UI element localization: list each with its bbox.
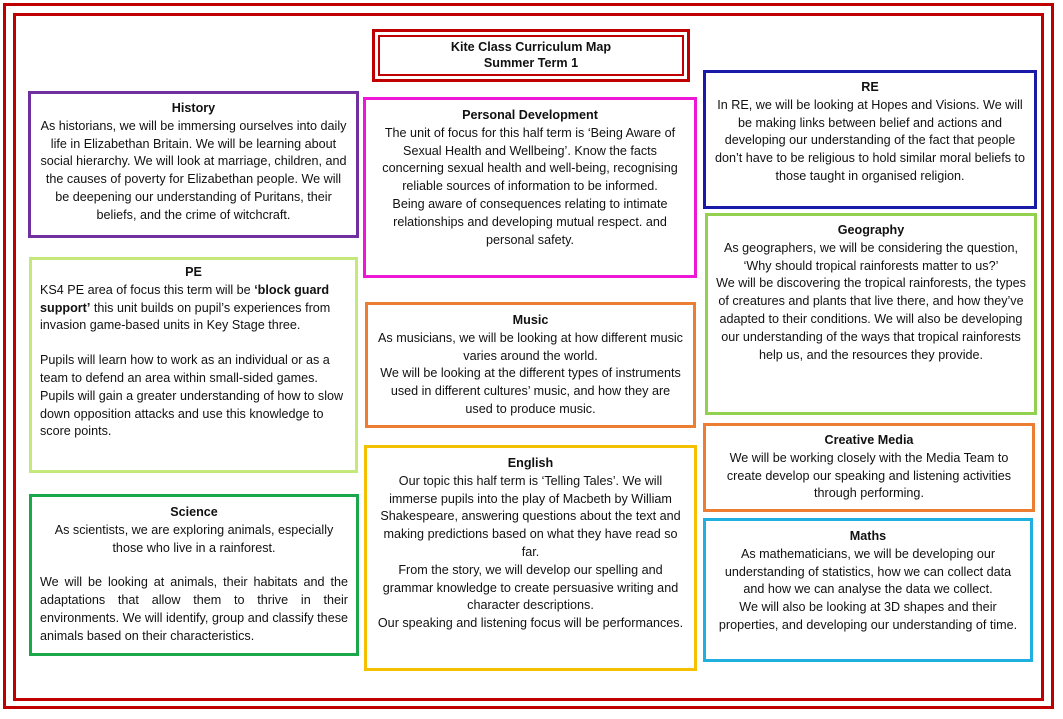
maths-paragraph-1: As mathematicians, we will be developing our understanding of statistics, how we can collect data and how we can analyse the data we collect. xyxy=(724,546,1012,597)
pe-text-pre: KS4 PE area of focus this term will be xyxy=(40,282,255,297)
personal-development-title: Personal Development xyxy=(462,108,598,122)
personal-development-line-1: The unit of focus for this half term is ‘Being Aware of Sexual Health and Wellbeing’. Know the facts concerning sexual health and well-being, recognising xyxy=(382,125,678,176)
history-title: History xyxy=(171,101,216,115)
maths-paragraph-2: We will also be looking at 3D shapes and their properties, and developing our understanding of time. xyxy=(718,600,1018,632)
personal-development-box xyxy=(363,97,697,278)
science-paragraph-1: As scientists, we are exploring animals, especially those who live in a rainforest. xyxy=(54,522,334,555)
english-title: English xyxy=(507,456,554,470)
pe-text-bold: ‘block guard support’ xyxy=(40,282,330,315)
science-title: Science xyxy=(170,505,218,519)
re-title: RE xyxy=(861,80,879,94)
english-paragraph-1: Our topic this half term is ‘Telling Tales’. We will immerse pupils into the play of Macbeth by William Shakespeare, answering questions about the text and making predictions based on what they have read so far. xyxy=(380,473,681,559)
history-box xyxy=(28,91,359,238)
re-text: In RE, we will be looking at Hopes and Visions. We will be making links between belief and actions and developing our understanding of the fact that people don’t have to be religious to hold similar moral beliefs to those taught in organised religion. xyxy=(714,97,1026,183)
music-paragraph-1: As musicians, we will be looking at how different music varies around the world. xyxy=(378,330,683,363)
pe-text-post: this unit builds on pupil’s experiences from invasion game-based units in Key Stage three. xyxy=(40,300,331,333)
science-box xyxy=(29,494,359,656)
maths-box xyxy=(703,518,1033,662)
music-paragraph-2: We will be looking at the different types of instruments used in different cultures’ music, and how they are used to produce music. xyxy=(380,366,681,416)
music-title: Music xyxy=(512,313,549,327)
english-paragraph-3: Our speaking and listening focus will be performances. xyxy=(377,616,684,631)
history-text: As historians, we will be immersing ourselves into daily life in Elizabethan Britain. We will be learning about social hierarchy. We will look at marriage, children, and the causes of poverty for Elizabethan people. We will be deepening our understanding of Puritans, their beliefs, and the crime of witchcraft. xyxy=(40,118,347,222)
geography-paragraph-1: As geographers, we will be considering the question, ‘Why should tropical rainforests matter to us?’ xyxy=(723,240,1019,273)
geography-paragraph-2: We will be discovering the tropical rainforests, the types of creatures and plants that live there, and how they’ve adapted to their conditions. We will also be developing our understanding of the ways that tropical rainforests help us, and the resources they provide. xyxy=(716,276,1026,362)
pe-title: PE xyxy=(185,265,202,279)
english-box xyxy=(364,445,697,671)
english-paragraph-2: From the story, we will develop our spelling and grammar knowledge to create persuasive writing and character descriptions. xyxy=(382,562,679,613)
creative-media-box xyxy=(703,423,1035,512)
title-line-1: Kite Class Curriculum Map xyxy=(450,40,612,54)
music-box xyxy=(365,302,696,428)
re-box xyxy=(703,70,1037,209)
personal-development-line-3: Being aware of consequences relating to intimate relationships and developing mutual respect. and personal safety. xyxy=(392,196,668,247)
geography-box xyxy=(705,213,1037,415)
personal-development-line-2: reliable sources of information to be informed. xyxy=(402,179,658,194)
title-line-2: Summer Term 1 xyxy=(483,56,579,70)
geography-title: Geography xyxy=(837,223,905,237)
creative-media-text: We will be working closely with the Media Team to create develop our speaking and listening activities through performing. xyxy=(726,450,1012,501)
page-title xyxy=(378,35,684,76)
creative-media-title: Creative Media xyxy=(824,433,914,447)
pe-paragraph-2: Pupils will learn how to work as an individual or as a team to defend an area within small-sided games. Pupils will gain a greater understanding of how to slow down opposition attacks and use this knowledge to score points. xyxy=(40,353,344,439)
pe-box xyxy=(29,257,358,473)
pe-paragraph-1 xyxy=(40,282,347,335)
maths-title: Maths xyxy=(849,529,887,543)
science-paragraph-2: We will be looking at animals, their habitats and the adaptations that allow them to thrive in their environments. We will identify, group and classify these animals based on their characteristics. xyxy=(40,575,348,643)
